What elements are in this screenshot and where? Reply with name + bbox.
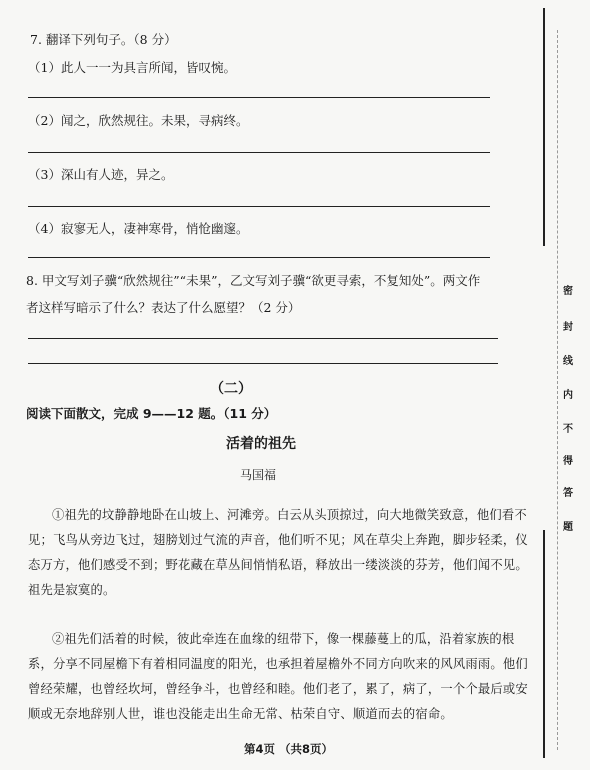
answer-line[interactable] <box>28 338 498 339</box>
seal-char: 得 <box>563 456 573 467</box>
essay-title: 活着的祖先 <box>226 436 296 452</box>
essay-paragraph-1 <box>28 503 528 603</box>
seal-char: 答 <box>563 488 573 499</box>
seal-rule-bottom <box>543 530 545 758</box>
seal-char: 封 <box>563 322 573 333</box>
seal-char: 题 <box>563 522 573 533</box>
seal-rule-top <box>543 8 545 246</box>
question-7-item-3: （3）深山有人迹，异之。 <box>28 167 174 182</box>
question-7-item-2: （2）闻之，欣然规往。未果，寻病终。 <box>28 113 249 128</box>
essay-paragraph-2 <box>28 627 528 727</box>
section-heading: （二） <box>210 381 252 397</box>
seal-char: 密 <box>563 286 573 297</box>
question-7-title: 7. 翻译下列句子。（8 分） <box>30 32 177 47</box>
answer-line[interactable] <box>28 97 490 98</box>
seal-char: 内 <box>563 390 573 401</box>
page-footer: 第4页 （共8页） <box>244 742 334 756</box>
question-8-line-1: 8. 甲文写刘子骥“欣然规往”“未果”，乙文写刘子骥“欲更寻索，不复知处”。两文作 <box>26 273 481 288</box>
seal-char: 不 <box>563 424 573 435</box>
answer-line[interactable] <box>28 206 490 207</box>
answer-line[interactable] <box>28 152 490 153</box>
question-7-item-1: （1）此人一一为具言所闻，皆叹惋。 <box>28 60 236 75</box>
question-8-line-2: 者这样写暗示了什么？表达了什么愿望？（2 分） <box>26 300 301 315</box>
question-7-item-4: （4）寂寥无人，凄神寒骨，悄怆幽邃。 <box>28 221 249 236</box>
answer-line[interactable] <box>28 257 490 258</box>
seal-dashed-line <box>557 30 558 750</box>
essay-paragraph-2-text: ②祖先们活着的时候，彼此牵连在血缘的纽带下，像一棵藤蔓上的瓜，沿着家族的根系，分享不同屋檐下有着相同温度的阳光，也承担着屋檐外不同方向吹来的风风雨雨。他们曾经荣耀，也曾经坎坷，曾经争斗，也曾经和睦。他们老了，累了，病了，一个个最后或安顺或无奈地辞别人世，谁也没能走出生命无常、枯荣自守、顺道而去的宿命。 <box>28 632 528 721</box>
essay-paragraph-1-text: ①祖先的坟静静地卧在山坡上、河滩旁。白云从头顶掠过，向大地微笑致意，他们看不见；飞鸟从旁边飞过，翅膀划过气流的声音，他们听不见；风在草尖上奔跑，脚步轻柔，仪态万方，他们感受不到；野花藏在草丛间悄悄私语，释放出一缕淡淡的芬芳，他们闻不见。祖先是寂寞的。 <box>28 508 528 597</box>
answer-line[interactable] <box>28 363 498 364</box>
seal-char: 线 <box>563 356 573 367</box>
reading-instruction: 阅读下面散文，完成 9——12 题。（11 分） <box>26 406 277 421</box>
essay-author: 马国福 <box>240 468 277 482</box>
